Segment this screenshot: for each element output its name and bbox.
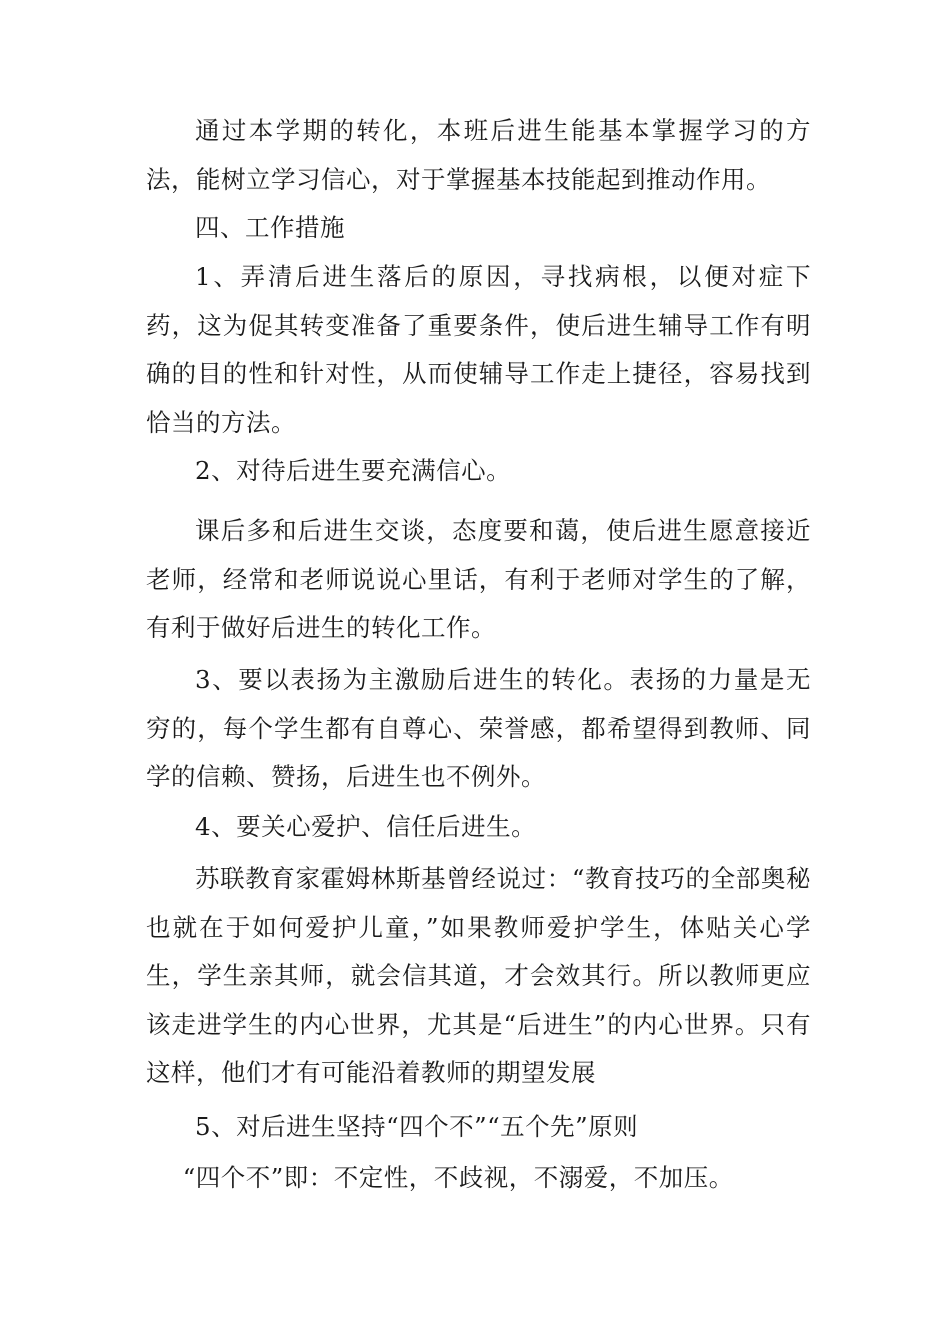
section-heading-work-measures: 四、工作措施	[195, 213, 345, 242]
paragraph-measure-3: 3、要以表扬为主激励后进生的转化。表扬的力量是无穷的，每个学生都有自尊心、荣誉感，都希望得到教师、同学的信赖、赞扬，后进生也不例外。	[146, 665, 811, 792]
paragraph-measure-2: 2、对待后进生要充满信心。	[195, 456, 512, 485]
paragraph-measure-2-detail: 课后多和后进生交谈，态度要和蔼，使后进生愿意接近老师，经常和老师说说心里话，有利于老师对学生的了解，有利于做好后进生的转化工作。	[146, 516, 811, 643]
paragraph-four-nots: “四个不”即：不定性，不歧视，不溺爱，不加压。	[182, 1163, 734, 1192]
paragraph-measure-5: 5、对后进生坚持“四个不”“五个先”原则	[195, 1112, 639, 1141]
paragraph-measure-4: 4、要关心爱护、信任后进生。	[195, 812, 537, 841]
paragraph-measure-1: 1、弄清后进生落后的原因，寻找病根，以便对症下药，这为促其转变准备了重要条件，使后进生辅导工作有明确的目的性和针对性，从而使辅导工作走上捷径，容易找到恰当的方法。	[146, 262, 811, 437]
paragraph-measure-4-detail: 苏联教育家霍姆林斯基曾经说过：“教育技巧的全部奥秘也就在于如何爱护儿童，”如果教师爱护学生，体贴关心学生，学生亲其师，就会信其道，才会效其行。所以教师更应该走进学生的内心世界，尤其是“后进生”的内心世界。只有这样，他们才有可能沿着教师的期望发展	[146, 864, 811, 1088]
paragraph-transformation-goal: 通过本学期的转化，本班后进生能基本掌握学习的方法，能树立学习信心，对于掌握基本技能起到推动作用。	[146, 116, 811, 194]
